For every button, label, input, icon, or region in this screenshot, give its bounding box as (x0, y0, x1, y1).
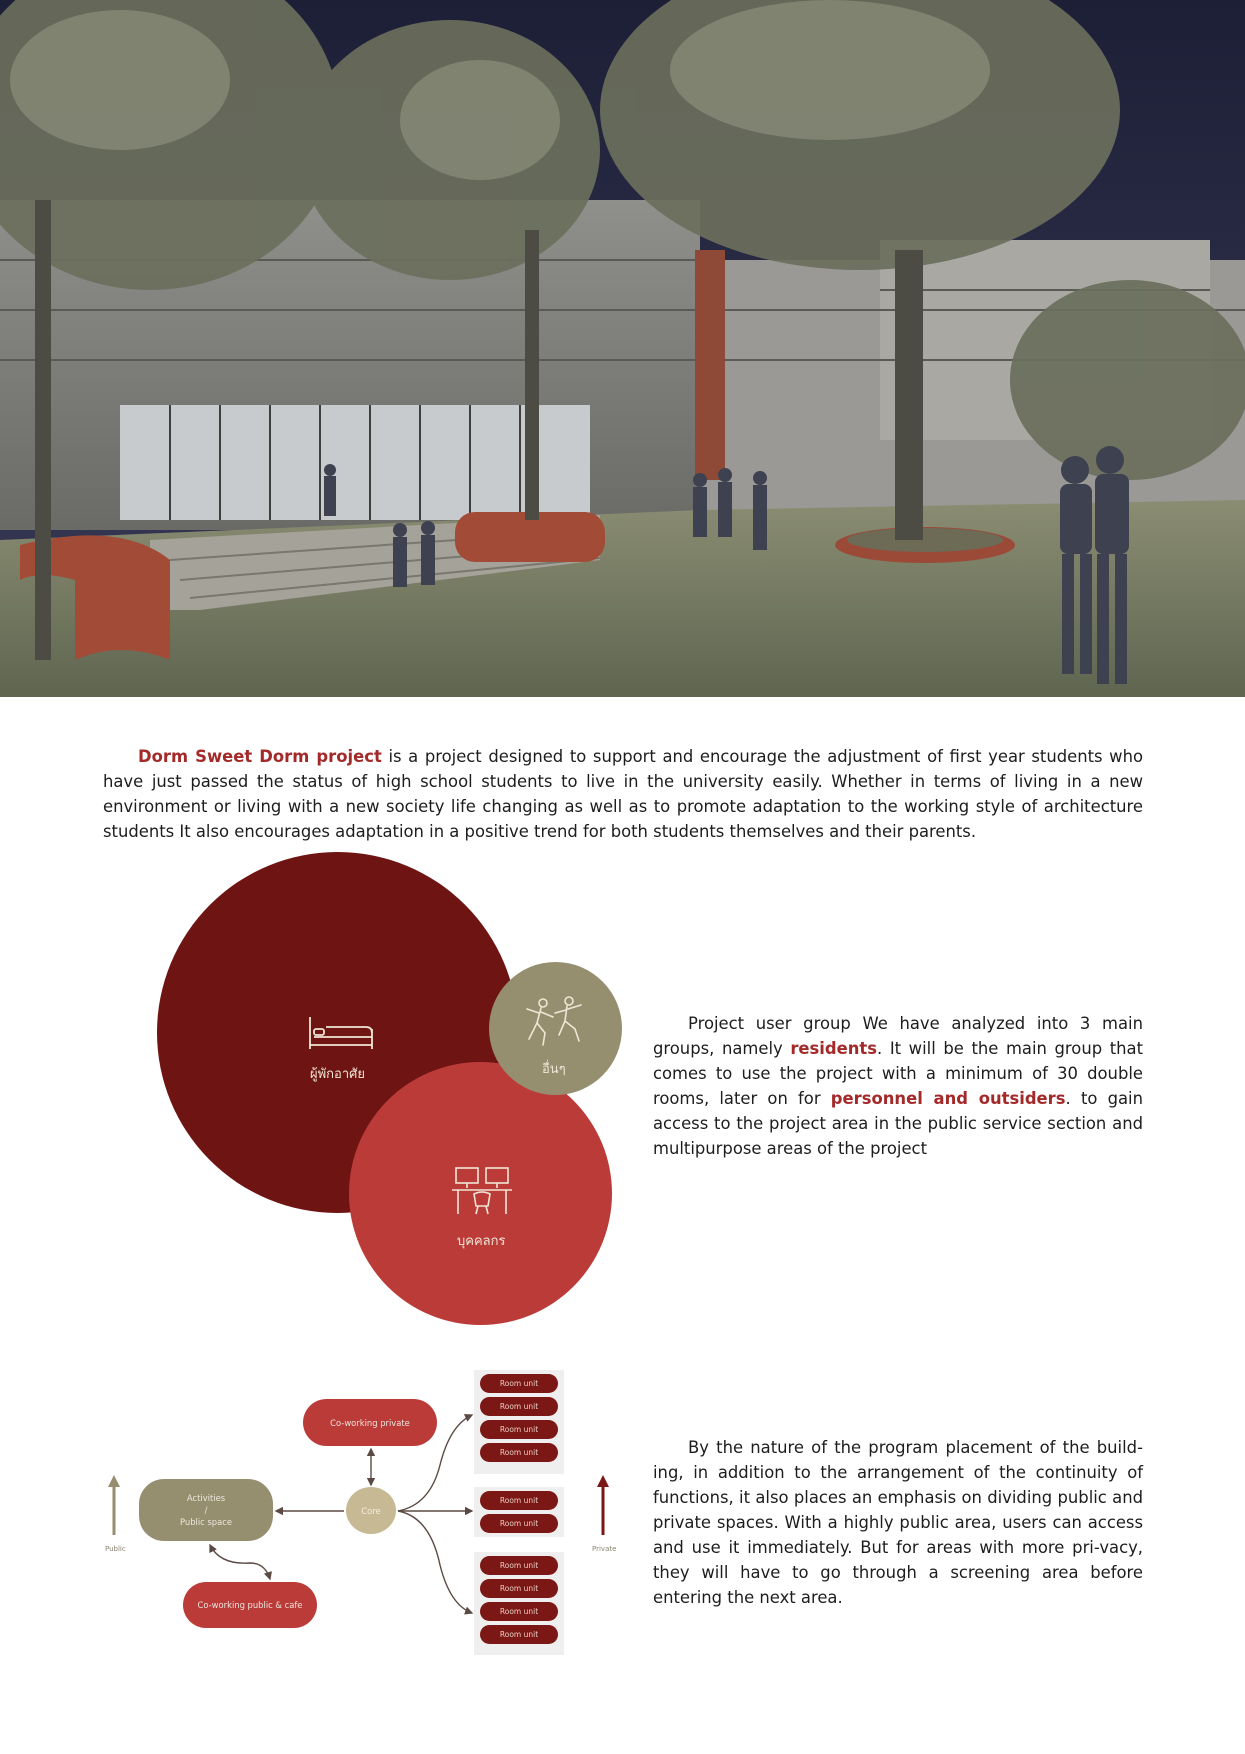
room-group-top (474, 1370, 564, 1474)
others-label: อื่นๆ (542, 1062, 566, 1077)
workstation-icon (452, 1166, 512, 1216)
room-unit: Room unit (480, 1514, 558, 1533)
coworking-private-node (303, 1399, 437, 1446)
room-unit: Room unit (480, 1397, 558, 1416)
user-group-paragraph (653, 1011, 1143, 1161)
personnel-label: บุคคลกร (457, 1234, 506, 1249)
intro-paragraph (103, 744, 1143, 844)
space-flow-diagram (100, 1365, 620, 1665)
activities-label: Activities (186, 1493, 226, 1503)
room-group-bottom (474, 1552, 564, 1655)
residents-highlight: residents (790, 1039, 877, 1059)
bed-icon (308, 1015, 374, 1051)
activities-slash: / (204, 1505, 208, 1515)
personnel-outsiders-highlight: personnel and outsiders (830, 1089, 1066, 1109)
residents-label: ผู้พักอาศัย (310, 1067, 366, 1082)
coworking-private-label: Co-working private (330, 1417, 410, 1428)
room-unit: Room unit (480, 1625, 558, 1644)
room-unit: Room unit (480, 1491, 558, 1510)
user-text-2: . It will be the main group that comes to use the project with a minimum of 30 double rooms, later on for (653, 1039, 1143, 1109)
core-node (346, 1487, 396, 1534)
room-unit: Room unit (480, 1602, 558, 1621)
room-unit: Room unit (480, 1556, 558, 1575)
people-activity-icon (519, 995, 589, 1047)
hero-render-image (0, 0, 1245, 697)
intro-text: is a project designed to support and encourage the adjustment of first year students who have just passed the status of high school students to live in the university easily. Whether in terms of living in a new environment or living with a new society life changing as well as to promote adaptation to the working style of architecture students It also encourages adaptation in a positive trend for both students themselves and their parents. (103, 747, 1143, 842)
user-text-1: Project user group We have analyzed into 3 main groups, namely (653, 1014, 1143, 1059)
room-unit: Room unit (480, 1420, 558, 1439)
project-name-highlight: Dorm Sweet Dorm project (138, 747, 382, 767)
public-label: Public (105, 1545, 126, 1553)
room-group-middle (474, 1487, 564, 1537)
public-space-label: Public space (179, 1517, 233, 1527)
coworking-public-cafe-label: Co-working public & cafe (197, 1600, 303, 1610)
core-label: Core (361, 1505, 381, 1516)
user-group-bubble-diagram (150, 845, 630, 1335)
user-text-3: . to gain access to the project area in the public service section and multipurpose areas of the project (653, 1089, 1144, 1159)
room-unit: Room unit (480, 1374, 558, 1393)
coworking-public-cafe-node (183, 1582, 317, 1628)
room-unit: Room unit (480, 1443, 558, 1462)
program-placement-paragraph: By the nature of the program placement of the build-ing, in addition to the arrangement of the continuity of functions, it also places an emphasis on dividing public and private spaces. With a highly public area, users can access and use it immediately. But for areas with more pri-vacy, they will have to go through a screening area before entering the next area. (653, 1438, 1143, 1608)
private-label: Private (592, 1545, 617, 1553)
activities-public-space-node (139, 1479, 273, 1541)
room-unit: Room unit (480, 1579, 558, 1598)
